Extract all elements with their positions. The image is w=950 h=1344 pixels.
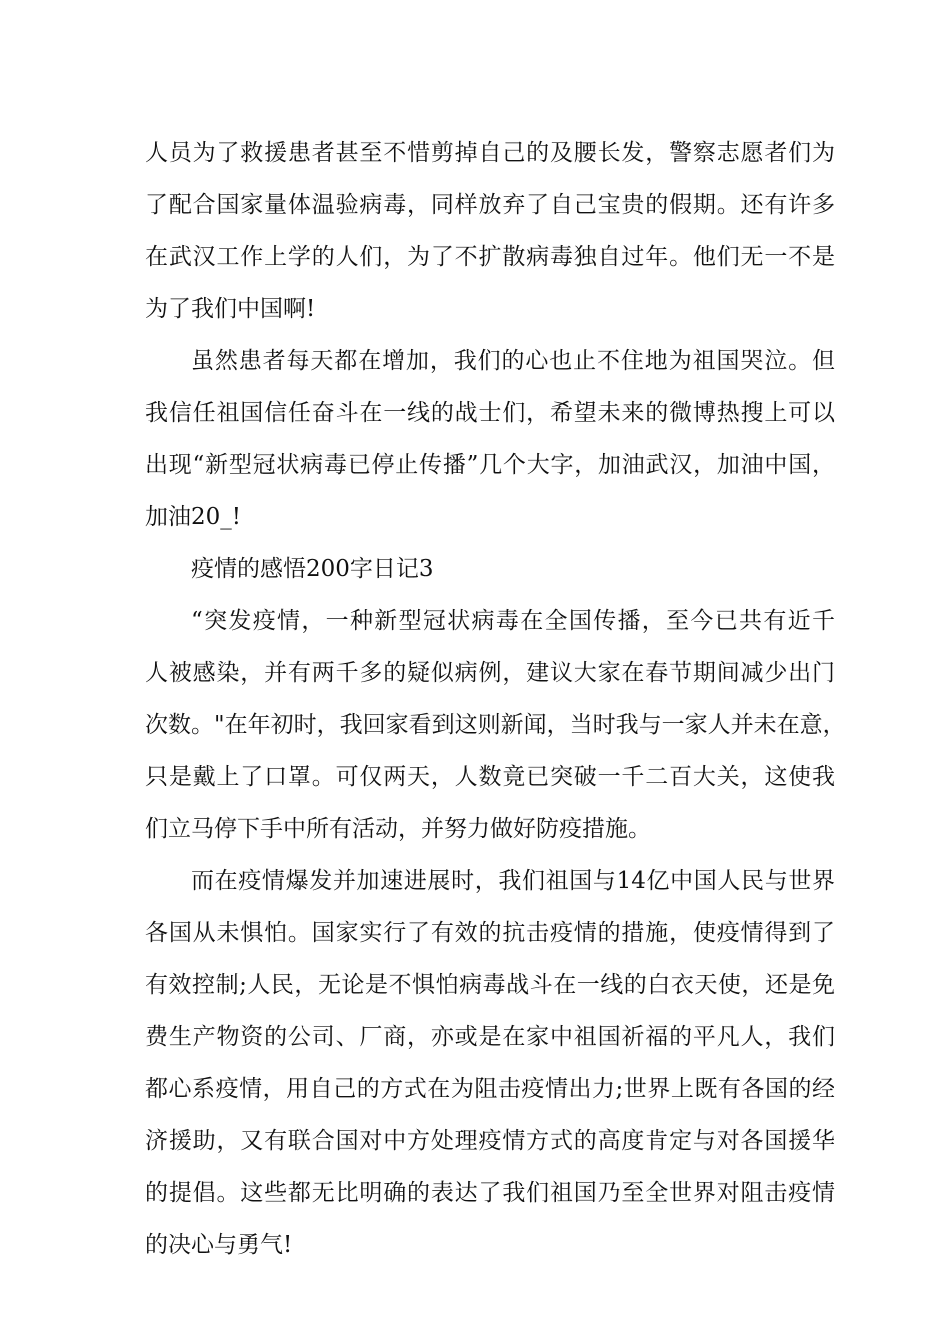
- text-line: 济援助，又有联合国对中方处理疫情方式的高度肯定与对各国援华: [145, 1128, 835, 1154]
- text-line: 费生产物资的公司、厂商，亦或是在家中祖国祈福的平凡人，我们: [145, 1024, 835, 1050]
- paragraph-first-line: 而在疫情爆发并加速进展时，我们祖国与14亿中国人民与世界: [191, 868, 835, 894]
- text-line: 人被感染，并有两千多的疑似病例，建议大家在春节期间减少出门: [145, 660, 835, 686]
- text-line: 我信任祖国信任奋斗在一线的战士们，希望未来的微博热搜上可以: [145, 400, 835, 426]
- text-line: 们立马停下手中所有活动，并努力做好防疫措施。: [145, 816, 651, 842]
- text-line: 只是戴上了口罩。可仅两天，人数竟已突破一千二百大关，这使我: [145, 764, 835, 790]
- text-line: 在武汉工作上学的人们，为了不扩散病毒独自过年。他们无一不是: [145, 244, 835, 270]
- text-line: 为了我们中国啊!: [145, 296, 316, 322]
- text-line: 出现“新型冠状病毒已停止传播”几个大字，加油武汉，加油中国，: [145, 452, 835, 478]
- text-line: 都心系疫情，用自己的方式在为阻击疫情出力;世界上既有各国的经: [145, 1076, 835, 1102]
- text-line: 各国从未惧怕。国家实行了有效的抗击疫情的措施，使疫情得到了: [145, 920, 835, 946]
- paragraph-first-line: 虽然患者每天都在增加，我们的心也止不住地为祖国哭泣。但: [191, 348, 835, 374]
- paragraph-first-line: “突发疫情，一种新型冠状病毒在全国传播，至今已共有近千: [191, 608, 835, 634]
- document-body: [145, 131, 846, 1275]
- text-line: 有效控制;人民，无论是不惧怕病毒战斗在一线的白衣天使，还是免: [145, 972, 835, 998]
- text-line: 了配合国家量体温验病毒，同样放弃了自己宝贵的假期。还有许多: [145, 192, 835, 218]
- section-heading: 疫情的感悟200字日记3: [191, 556, 434, 582]
- text-line: 的提倡。这些都无比明确的表达了我们祖国乃至全世界对阻击疫情: [145, 1180, 835, 1206]
- text-line: 加油20_!: [145, 504, 242, 530]
- text-line: 的决心与勇气!: [145, 1232, 293, 1258]
- text-line: 人员为了救援患者甚至不惜剪掉自己的及腰长发，警察志愿者们为: [145, 140, 835, 166]
- text-line: 次数。"在年初时，我回家看到这则新闻，当时我与一家人并未在意，: [145, 712, 846, 738]
